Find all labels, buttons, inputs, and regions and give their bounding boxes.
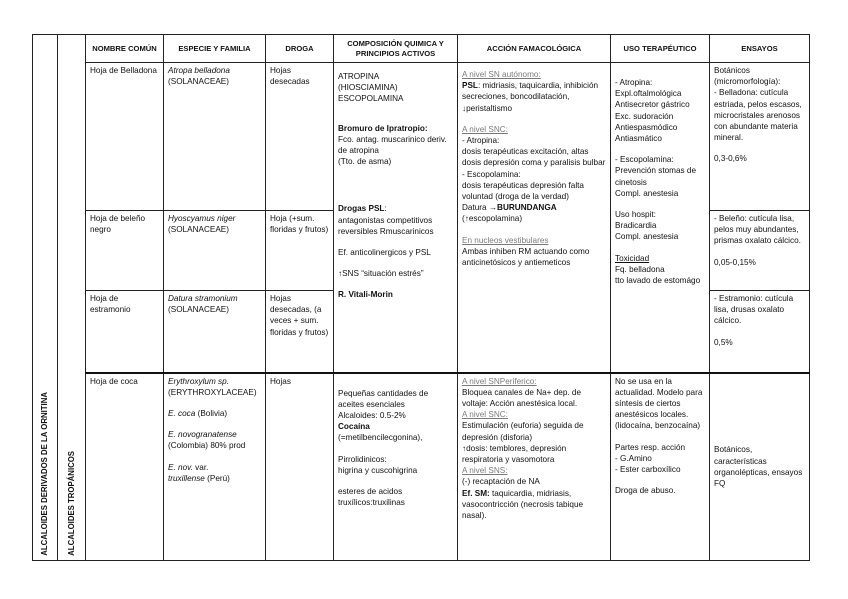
cell-droga-coca: Hojas (266, 373, 334, 561)
cell-composicion-shared: ATROPINA (HIOSCIAMINA) ESCOPOLAMINA Bromuro de Ipratropio: Fco. antag. muscarinico deriv. de atropina (Tto. de asma) Drogas PSL: antagonistas competitivos reversibles Rmuscarinicos Ef. anticolinergicos y PSL ↑SNS “situación estrés” R. Vitali-Morin (334, 63, 458, 373)
cell-especie-coca: Erythroxylum sp. (ERYTHROXYLACEAE) E. coca (Bolivia) E. novogranatense (Colombia) 80% prod E. nov. var. truxillense (Perú) (164, 373, 266, 561)
header-nombre: NOMBRE COMÚN (86, 35, 164, 63)
header-uso: USO TERAPÉUTICO (611, 35, 710, 63)
cell-droga-belladona: Hojas desecadas (266, 63, 334, 211)
cell-nombre-coca: Hoja de coca (86, 373, 164, 561)
cell-accion-shared: A nivel SN autónomo: PSL: midriasis, taquicardia, inhibición secreciones, boncodilatación, ↓peristaltismo A nivel SNC: - Atropina: dosis terapéuticas excitación, altas dosis depresión coma y paralisis bulbar - Escopolamina: dosis terapéuticas depresión falta voluntad (droga de la verdad) Datura →BURUNDANGA (↑escopolamina) En nucleos vestibulares Ambas inhiben RM actuando como anticinetósicos y antiemeticos (458, 63, 611, 373)
cell-ensayos-beleno: - Beleño: cutícula lisa, pelos muy abundantes, prismas oxalato cálcico. 0,05-0,15% (710, 211, 810, 291)
group-label-inner-top (58, 35, 86, 63)
header-composicion: COMPOSICIÓN QUIMICA Y PRINCIPIOS ACTIVOS (334, 35, 458, 63)
cell-droga-beleno: Hoja (+sum. floridas y frutos) (266, 211, 334, 291)
cell-ensayos-estramonio: - Estramonio: cutícula lisa, drusas oxalato cálcico. 0,5% (710, 291, 810, 373)
cell-especie-estramonio: Datura stramonium (SOLANACEAE) (164, 291, 266, 373)
group-label-outer: ALCALOIDES DERIVADOS DE LA ORNITINA (33, 35, 58, 561)
cell-composicion-coca: Pequeñas cantidades de aceites esenciales Alcaloides: 0.5-2% Cocaína (=metilbencilecgonina), Pirrolidinicos: higrina y cuscohigrina esteres de acidos truxílicos:truxilinas (334, 373, 458, 561)
cell-ensayos-belladona: Botánicos (micromorfología): - Belladona: cutícula estriada, pelos escasos, microcristales arenosos con abundante materia mineral. 0,3-0,6% (710, 63, 810, 211)
header-especie: ESPECIE Y FAMILIA (164, 35, 266, 63)
cell-nombre-estramonio: Hoja de estramonio (86, 291, 164, 373)
cell-nombre-beleno: Hoja de beleño negro (86, 211, 164, 291)
header-row (33, 35, 810, 63)
cell-especie-beleno: Hyoscyamus niger (SOLANACEAE) (164, 211, 266, 291)
alkaloid-table-wrapper (32, 34, 809, 565)
header-droga: DROGA (266, 35, 334, 63)
cell-uso-shared: - Atropina: Expl.oftalmológica Antisecretor gástrico Exc. sudoración Antiespasmódico Antiasmático - Escopolamina: Prevención stomas de cinetosis Compl. anestesia Uso hospit: Bradicardia Compl. anestesia Toxicidad Fq. belladona tto lavado de estomágo (611, 63, 710, 373)
header-accion: ACCIÓN FAMACOLÓGICA (458, 35, 611, 63)
alkaloid-table (32, 34, 810, 561)
cell-especie-belladona: Atropa belladona (SOLANACEAE) (164, 63, 266, 211)
table-row-belladona (33, 63, 810, 211)
cell-accion-coca: A nivel SNPeriferico: Bloquea canales de Na+ dep. de voltaje: Acción anestésica local. A nivel SNC: Estimulación (euforia) seguida de depresión (disforia) ↑dosis: temblores, depresión respiratoria y vasomotora A nivel SNS: (-) recaptación de NA Ef. SM: taquicardia, midriasis, vasocontricción (necrosis tabique nasal). (458, 373, 611, 561)
cell-uso-coca: No se usa en la actualidad. Modelo para síntesis de ciertos anestésicos locales.(lidocaína, benzocaína) Partes resp. acción - G.Amino - Ester carboxílico Droga de abuso. (611, 373, 710, 561)
cell-droga-estramonio: Hojas desecadas, (a veces + sum. floridas y frutos) (266, 291, 334, 373)
cell-nombre-belladona: Hoja de Belladona (86, 63, 164, 211)
table-row-coca (33, 373, 810, 561)
header-ensayos: ENSAYOS (710, 35, 810, 63)
cell-ensayos-coca: Botánicos, características organolépticas, ensayos FQ (710, 373, 810, 561)
group-label-inner: ALCALOIDES TROPÁNICOS (58, 63, 86, 561)
